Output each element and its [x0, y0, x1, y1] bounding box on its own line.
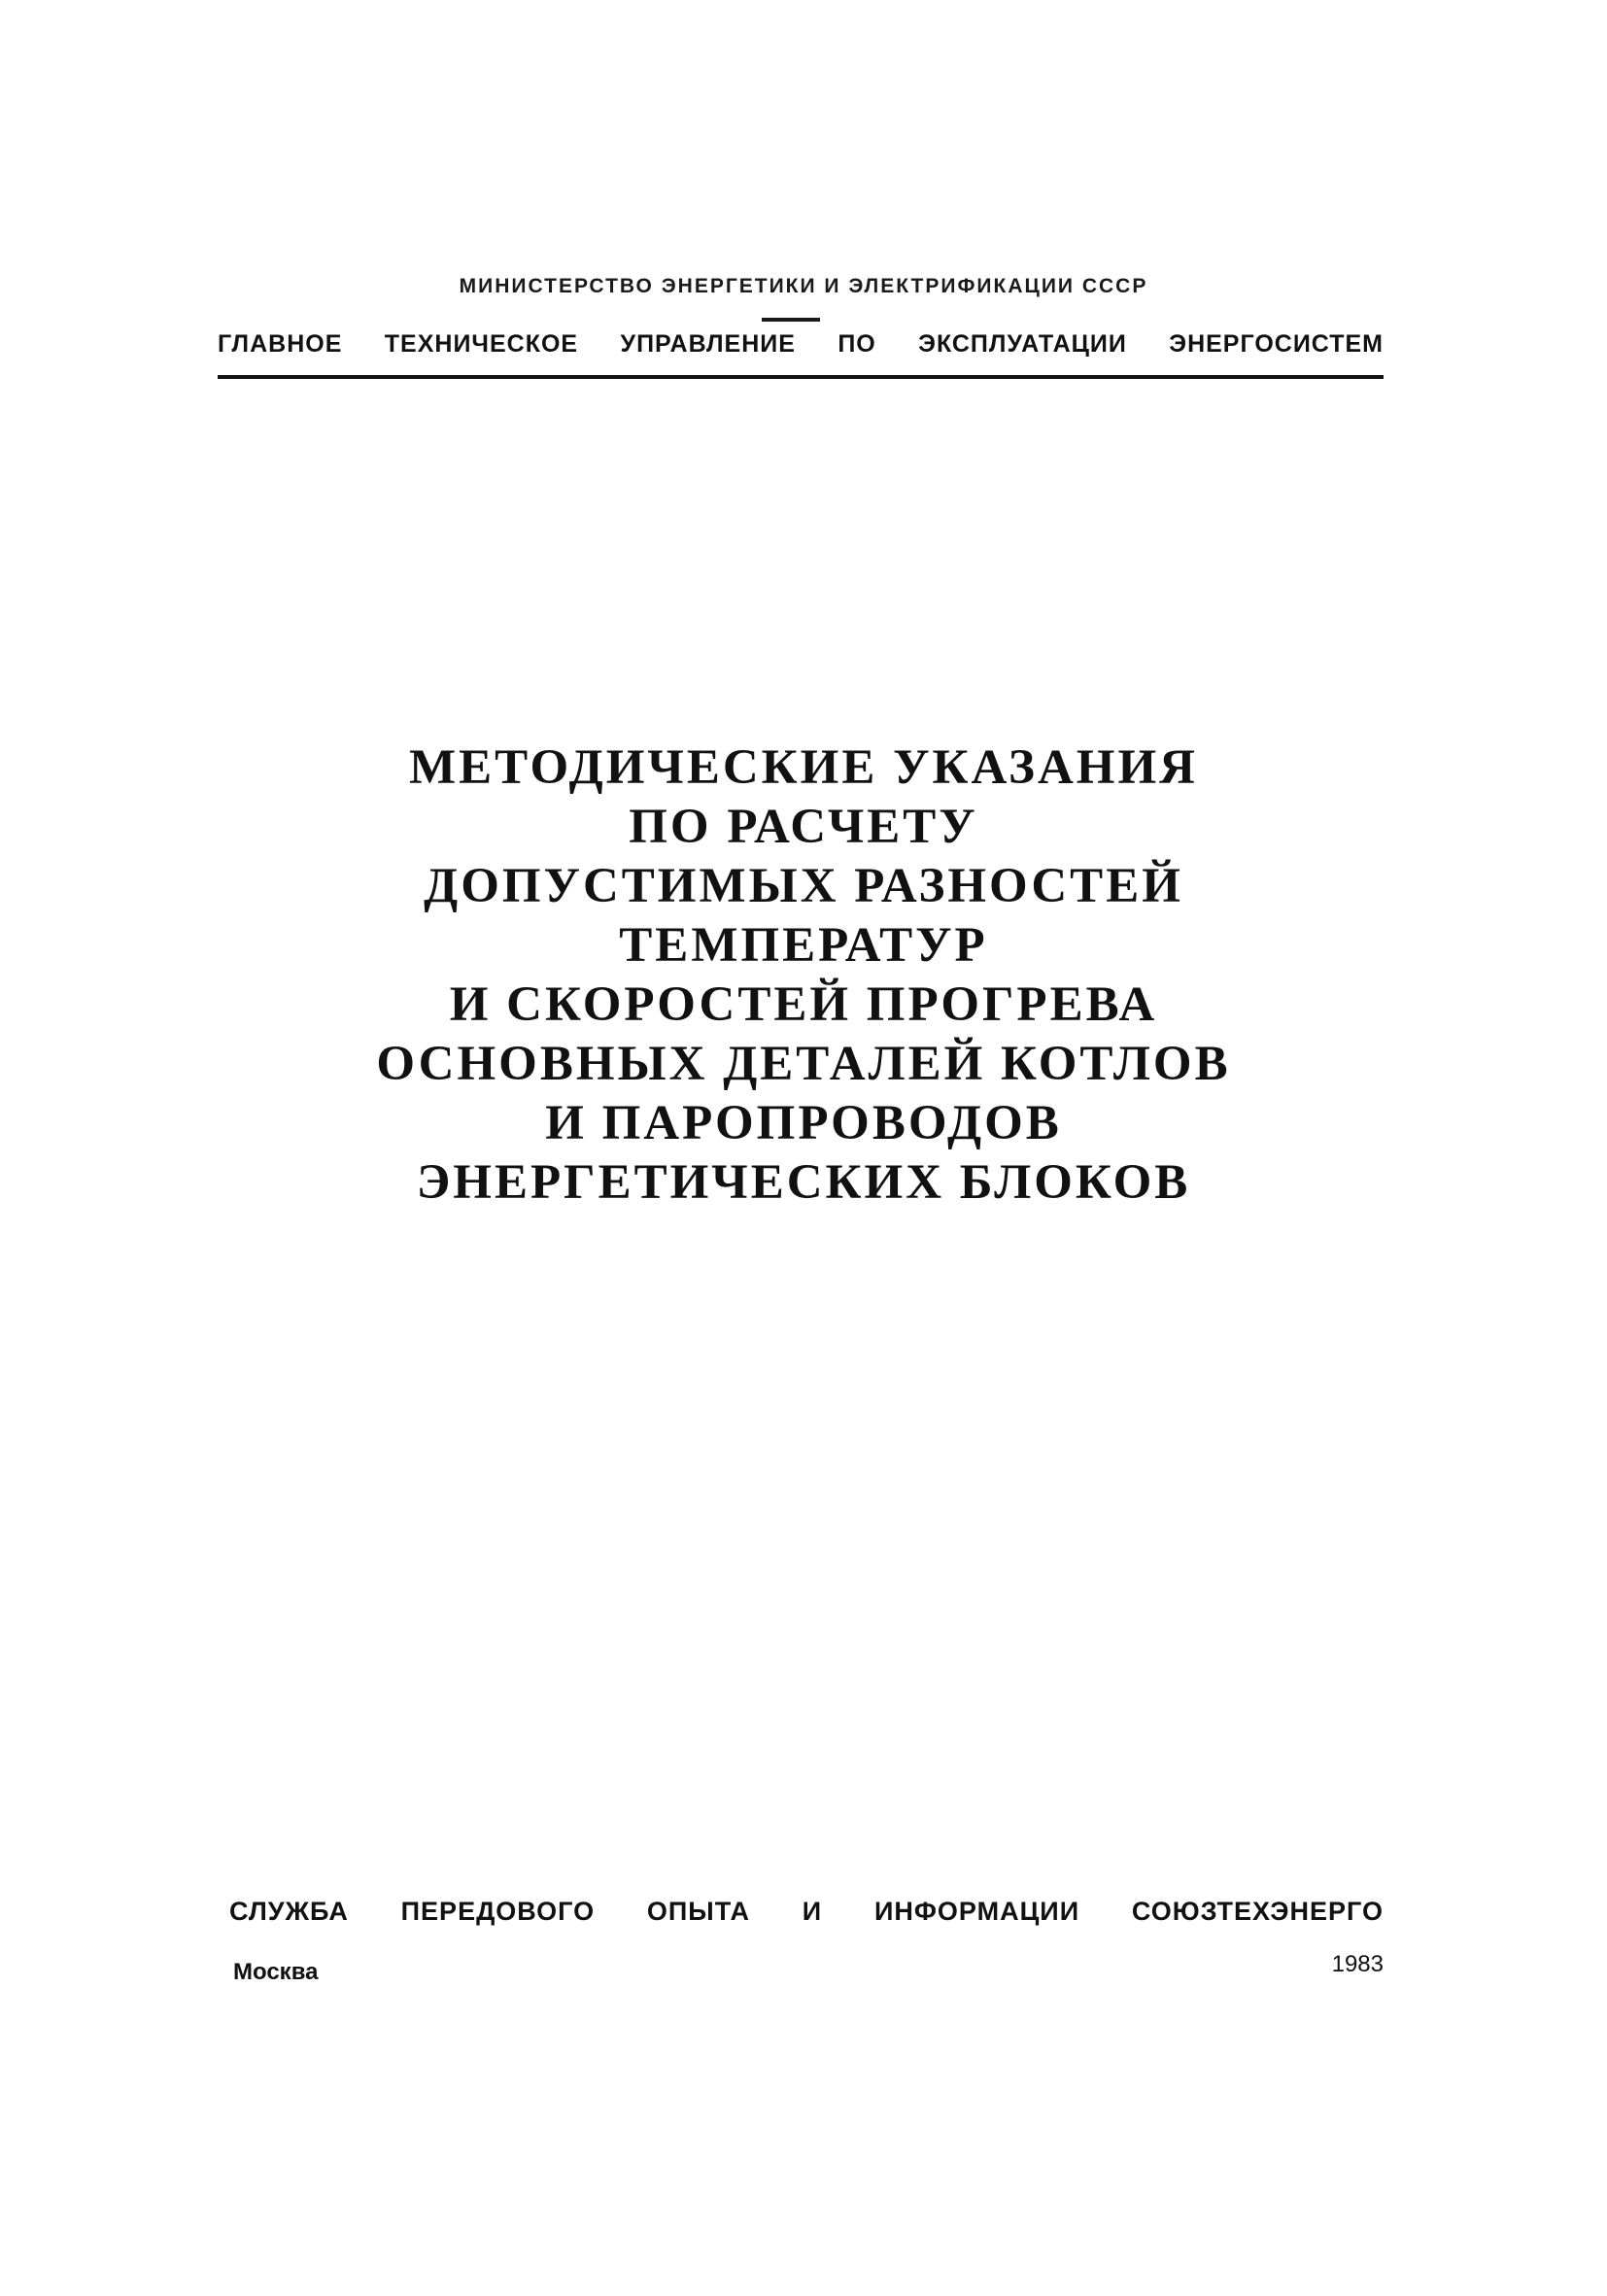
publisher-word: ПЕРЕДОВОГО — [400, 1897, 596, 1926]
publication-year: 1983 — [1331, 1951, 1384, 1977]
header-short-divider — [762, 318, 820, 322]
title-line: И СКОРОСТЕЙ ПРОГРЕВА — [449, 977, 1158, 1032]
title-line: МЕТОДИЧЕСКИЕ УКАЗАНИЯ — [409, 740, 1198, 795]
directorate-name: ГЛАВНОЕ ТЕХНИЧЕСКОЕ УПРАВЛЕНИЕ ПО ЭКСПЛУАТАЦИИ ЭНЕРГОСИСТЕМ — [218, 330, 1384, 358]
title-line: ДОПУСТИМЫХ РАЗНОСТЕЙ — [424, 859, 1183, 913]
publisher-word: СОЮЗТЕХЭНЕРГО — [1131, 1897, 1384, 1926]
title-line: ТЕМПЕРАТУР — [619, 918, 988, 973]
title-line: И ПАРОПРОВОДОВ — [545, 1096, 1062, 1150]
header-long-divider — [218, 375, 1384, 379]
title-line: ПО РАСЧЕТУ — [629, 800, 978, 854]
publication-city: Москва — [233, 1959, 319, 1985]
publisher-word: СЛУЖБА — [229, 1897, 349, 1926]
title-line: ОСНОВНЫХ ДЕТАЛЕЙ КОТЛОВ — [376, 1037, 1231, 1091]
publisher-name — [229, 1897, 1384, 1927]
ministry-name: МИНИСТЕРСТВО ЭНЕРГЕТИКИ И ЭЛЕКТРИФИКАЦИИ СССР — [459, 275, 1148, 297]
publisher-word: ОПЫТА — [646, 1897, 751, 1926]
publisher-word: ИНФОРМАЦИИ — [873, 1897, 1080, 1926]
document-title — [0, 738, 1607, 1213]
publisher-word: И — [802, 1897, 823, 1926]
title-line: ЭНЕРГЕТИЧЕСКИХ БЛОКОВ — [416, 1155, 1191, 1210]
